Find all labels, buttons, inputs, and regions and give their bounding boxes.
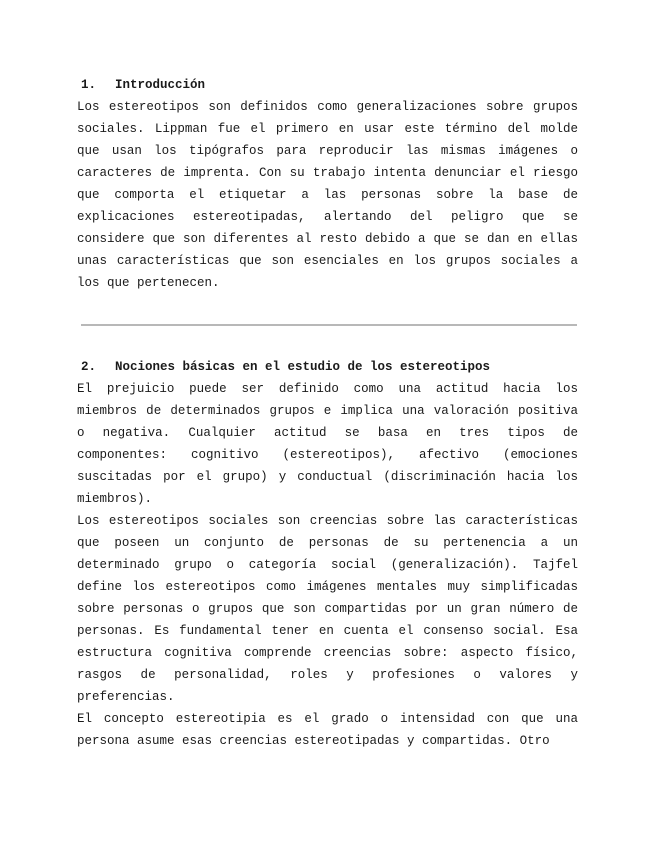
paragraph: Los estereotipos son definidos como generalizaciones sobre grupos sociales. Lippman fue el primero en usar este término del molde que usan los tipógrafos para reproducir las mismas imágenes o caracteres de imprenta. Con su trabajo intenta denunciar el riesgo que comporta el etiquetar a las personas sobre la base de explicaciones estereotipadas, alertando del peligro que se considere que son diferentes al resto debido a que se dan en ellas unas características que son esenciales en los grupos sociales a los que pertenecen. (77, 100, 578, 290)
section-title: Nociones básicas en el estudio de los estereotipos (115, 360, 491, 374)
section-title: Introducción (115, 78, 206, 92)
section-divider (81, 324, 577, 326)
section-number: 2. (81, 360, 97, 374)
section-heading (77, 356, 578, 378)
paragraph: Los estereotipos sociales son creencias sobre las características que poseen un conjunto de personas de su pertenencia a un determinado grupo o categoría social (generalización). Tajfel define los estereotipos como imágenes mentales muy simplificadas sobre personas o grupos que son compartidas por un gran número de personas. Es fundamental tener en cuenta el consenso social. Esa estructura cognitiva comprende creencias sobre: aspecto físico, rasgos de personalidad, roles y profesiones o valores y preferencias. (77, 514, 578, 704)
section-number: 1. (81, 78, 97, 92)
section-heading (77, 74, 578, 96)
paragraph: El prejuicio puede ser definido como una actitud hacia los miembros de determinados grupos e implica una valoración positiva o negativa. Cualquier actitud se basa en tres tipos de componentes: cognitivo (estereotipos), afectivo (emociones suscitadas por el grupo) y conductual (discriminación hacia los miembros). (77, 382, 578, 506)
section-nociones-basicas (77, 356, 578, 752)
paragraph: El concepto estereotipia es el grado o intensidad con que una persona asume esas creencias estereotipadas y compartidas. Otro (77, 712, 578, 748)
section-introduccion (77, 74, 578, 294)
